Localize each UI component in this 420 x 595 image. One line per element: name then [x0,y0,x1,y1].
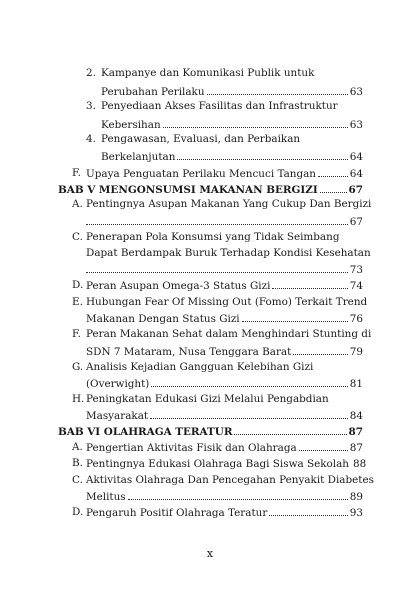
dot-leader [163,117,348,128]
dot-leader [128,489,348,500]
toc-5c-letter: C. [72,231,83,243]
page-number: x [206,547,214,560]
toc-6c-title-line2: Melitus [86,491,126,503]
toc-entry-4-title-line1: Pengawasan, Evaluasi, dan Perbaikan [101,133,301,145]
toc-6a-letter: A. [72,441,83,453]
toc-5f-page: 79 [349,346,363,358]
toc-5a-title: Pentingnya Asupan Makanan Yang Cukup Dan Bergizi [86,198,372,210]
dot-leader [320,182,347,193]
toc-6b-page: 88 [353,458,367,470]
toc-5f-row[interactable] [86,344,363,359]
toc-entry-2-title-line2: Perubahan Perilaku [101,86,205,98]
toc-entry-2-page: 63 [349,86,363,98]
toc-5g-letter: G. [72,361,84,373]
toc-entry-2-row[interactable] [101,84,363,99]
toc-6d-page: 93 [349,507,363,519]
dot-leader [207,84,348,95]
toc-5e-title-line1: Hubungan Fear Of Missing Out (Fomo) Terkait Trend [86,296,368,308]
toc-6c-letter: C. [72,474,83,486]
toc-5d-title: Peran Asupan Omega-3 Status Gizi [86,280,271,292]
dot-leader [272,278,347,289]
toc-entry-3-number: 3. [86,100,96,112]
toc-6b-letter: B. [72,457,83,469]
toc-5h-title-line2: Masyarakat [86,410,149,422]
toc-5f-letter: F. [72,328,81,340]
toc-5c-row[interactable] [86,262,363,277]
toc-entry-2-number: 2. [86,67,96,79]
toc-5e-page: 76 [349,313,363,325]
toc-6c-title-line1: Aktivitas Olahraga Dan Pencegahan Penyakit Diabetes [86,474,374,486]
toc-5h-title-line1: Peningkatan Edukasi Gizi Melalui Pengabdian [86,393,329,405]
dot-leader [318,166,348,177]
toc-entry-3-row[interactable] [101,117,363,132]
toc-entry-4-title-line2: Berkelanjutan [101,151,176,163]
toc-5g-row[interactable] [86,376,363,391]
toc-5h-page: 84 [349,410,363,422]
toc-6a-row[interactable] [86,440,363,455]
toc-5d-row[interactable] [86,278,363,293]
toc-5a-page: 67 [349,216,363,228]
toc-5g-title-line2: (Overwight) [86,378,150,390]
toc-entry-4-row[interactable] [101,149,363,164]
toc-entry-f-page: 64 [349,168,363,180]
toc-5e-row[interactable] [86,311,363,326]
toc-entry-f-title: Upaya Penguatan Perilaku Mencuci Tangan [86,168,316,180]
dot-leader [299,440,348,451]
toc-chapter-5-page: 67 [348,184,363,196]
dot-leader [150,408,348,419]
toc-5e-letter: E. [72,296,83,308]
toc-6c-row[interactable] [86,489,363,504]
toc-entry-2-title-line1: Kampanye dan Komunikasi Publik untuk [101,67,315,79]
toc-5f-title-line1: Peran Makanan Sehat dalam Menghindari Stunting di [86,328,372,340]
toc-chapter-6-row[interactable] [58,424,363,439]
toc-entry-4-page: 64 [349,151,363,163]
toc-6a-page: 87 [349,442,363,454]
toc-entry-3-page: 63 [349,119,363,131]
toc-5h-letter: H. [72,393,85,405]
toc-5h-row[interactable] [86,408,363,423]
toc-6a-title: Pengertian Aktivitas Fisik dan Olahraga [86,442,297,454]
toc-6d-letter: D. [72,506,84,518]
dot-leader [177,149,347,160]
toc-5g-title-line1: Analisis Kejadian Gangguan Kelebihan Gizi [86,361,314,373]
toc-6c-page: 89 [349,491,363,503]
toc-entry-3-title-line2: Kebersihan [101,119,161,131]
dot-leader [242,311,348,322]
dot-leader [151,376,347,387]
toc-5e-title-line2: Makanan Dengan Status Gizi [86,313,240,325]
toc-6d-row[interactable] [86,505,363,520]
dot-leader [234,424,346,435]
dot-leader [269,505,347,516]
toc-5g-page: 81 [349,378,363,390]
dot-leader [86,262,348,273]
toc-chapter-6-title: BAB VI OLAHRAGA TERATUR [58,426,233,438]
dot-leader [293,344,347,355]
toc-entry-f-row[interactable] [86,166,363,181]
toc-entry-4-number: 4. [86,133,96,145]
toc-chapter-5-row[interactable] [58,182,363,197]
toc-entry-3-title-line1: Penyediaan Akses Fasilitas dan Infrastruktur [101,100,338,112]
toc-5d-letter: D. [72,279,84,291]
toc-6b-title: Pentingnya Edukasi Olahraga Bagi Siswa Sekolah [86,458,349,470]
toc-entry-f-letter: F. [72,167,81,179]
toc-chapter-5-title: BAB V MENGONSUMSI MAKANAN BERGIZI [58,184,318,196]
toc-6b-row[interactable] [86,456,367,471]
toc-5a-letter: A. [72,198,83,210]
toc-5c-title-line1: Penerapan Pola Konsumsi yang Tidak Seimbang [86,231,340,243]
toc-5a-row[interactable] [86,214,363,229]
toc-5c-page: 73 [349,264,363,276]
toc-5c-title-line2: Dapat Berdampak Buruk Terhadap Kondisi Kesehatan [86,247,371,259]
dot-leader [86,214,348,225]
toc-5d-page: 74 [349,280,363,292]
toc-chapter-6-page: 87 [348,426,363,438]
toc-6d-title: Pengaruh Positif Olahraga Teratur [86,507,268,519]
toc-5f-title-line2: SDN 7 Mataram, Nusa Tenggara Barat [86,346,292,358]
